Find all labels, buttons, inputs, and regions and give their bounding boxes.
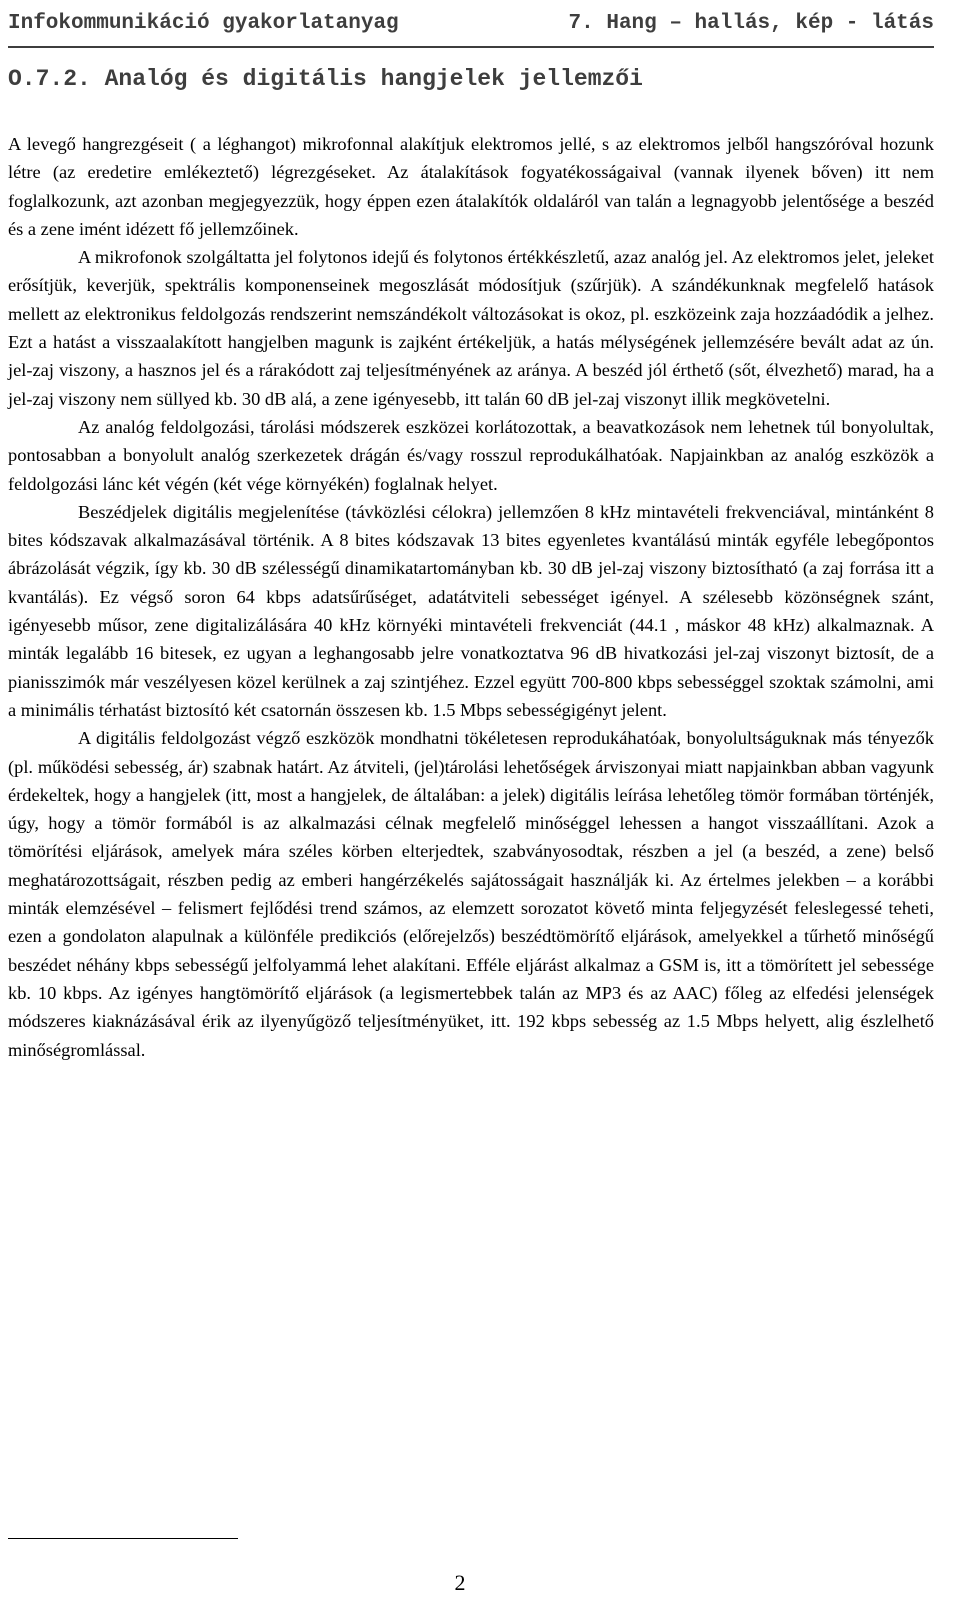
paragraph-5: A digitális feldolgozást végző eszközök mondhatni tökéletesen reprodukáhatóak, bonyolultságuknak más tényezők (pl. működési sebesség, ár) szabnak határt. Az átviteli, (jel)tárolási lehetőségek árviszonyai miatt napjainkban abban vagyunk érdekeltek, hogy a hangjelek (itt, most a hangjelek, de általában: a jelek) digitális leírása lehetőleg tömör formában történjék, úgy, hogy a tömör formából is az alkalmazási célnak megfelelő minőséggel lehessen a hangot visszaállítani. Azok a tömörítési eljárások, amelyek mára széles körben elterjedtek, szabványosodtak, részben a jel (a beszéd, a zene) belső meghatározottságait, részben pedig az emberi hangérzékelés sajátosságait használják ki. Az értelmes jelekben – a korábbi minták elemzésével – felismert fejlődési trend számos, az elemzett sorozatot követő minta feljegyzését feleslegessé teheti, ezen a gondolaton alapulnak a különféle predikciós (előrejelzős) beszédtömörítő eljárások, amelyekkel a tűrhető minőségű beszédet néhány kbps sebességű jelfolyammá lehet alakítani. Efféle eljárást alkalmaz a GSM is, itt a tömörített jel sebessége kb. 10 kbps. Az igényes hangtömörítő eljárások (a legismertebbek talán az MP3 és az AAC) főleg az elfedési jelenségek módszeres kiaknázásával érik az ilyenyűgöző teljesítményüket, itt. 192 kbps sebesség az 1.5 Mbps helyett, alig észlelhető minőségromlással. [8, 728, 934, 1060]
paragraph-4: Beszédjelek digitális megjelenítése (távközlési célokra) jellemzően 8 kHz mintavételi frekvenciával, mintánként 8 bites kódszavak alkalmazásával történik. A 8 bites kódszavak 13 bites egyenletes kvantálású minták egyféle lebegőpontos ábrázolását végzik, így kb. 30 dB szélességű dinamikatartományban kb. 30 dB jel-zaj viszony biztosítható (a zaj forrása itt a kvantálás). Ez végső soron 64 kbps adatsűrűséget, adatátviteli sebességet igényel. A szélesebb közönségnek szánt, igényesebb műsor, zene digitalizálására 40 kHz környéki mintavételi frekvenciát (44.1 , máskor 48 kHz) alkalmaznak. A minták legalább 16 bitesek, ez ugyan a leghangosabb jelre vonatkoztatva 96 dB hivatkozási jel-zaj viszonyt biztosít, de a pianisszimók már veszélyesen közel kerülnek a zaj szintjéhez. Ezzel együtt 700-800 kbps sebességgel szoktak számolni, ami a minimális térhatást biztosító két csatornán összesen kb. 1.5 Mbps sebességigényt jelent. [8, 501, 934, 720]
paragraph-2: A mikrofonok szolgáltatta jel folytonos idejű és folytonos értékkészletű, azaz analóg jel. Az elektromos jelet, jeleket erősítjük, keverjük, spektrális komponenseinek megoszlását módosítjuk (szűrjük). A szándékunknak megfelelő hatások mellett az elektronikus feldolgozás rendszerint nemszándékolt változásokat is okoz, pl. eszközeink zaja hozzáadódik a jelhez. Ezt a hatást a visszaalakított hangjelben magunk is zajként értékeljük, a hatás mélységének jellemzésére bevált adat az ún. jel-zaj viszony, a hasznos jel és a rárakódott zaj teljesítményének az aránya. A beszéd jól érthető (sőt, élvezhető) marad, ha a jel-zaj viszony nem süllyed kb. 30 dB alá, a zene igényesebb, itt talán 60 dB jel-zaj viszonyt illik megkövetelni. [8, 247, 934, 409]
header-left-title: Infokommunikáció gyakorlatanyag [8, 11, 399, 35]
paragraph-3: Az analóg feldolgozási, tárolási módszerek eszközei korlátozottak, a beavatkozások nem lehetnek túl bonyolultak, pontosabban a bonyolult analóg szerkezetek drágán és/vagy rosszul reprodukálhatóak. Napjainkban az analóg eszközök a feldolgozási lánc két végén (két vége környékén) foglalnak helyet. [8, 416, 934, 494]
section-title: O.7.2. Analóg és digitális hangjelek jellemzői [8, 66, 643, 92]
paragraph-1: A levegő hangrezgéseit ( a léghangot) mikrofonnal alakítjuk elektromos jellé, s az elektromos jelből hangszóróval hozunk létre (az eredetire emlékeztető) légrezgéseket. Az átalakítások fogyatékosságaival (vannak ilyenek bőven) itt nem foglalkozunk, azt azonban megjegyezzük, hogy éppen ezen átalakítók oldaláról van talán a legnagyobb jelentősége a beszéd és a zene imént idézett fő jellemzőinek. [8, 134, 934, 239]
body-text [8, 130, 934, 1064]
page-header [8, 0, 934, 48]
header-right-title: 7. Hang – hallás, kép - látás [568, 11, 934, 35]
footer-divider [8, 1538, 238, 1539]
page-number: 2 [454, 1570, 466, 1595]
